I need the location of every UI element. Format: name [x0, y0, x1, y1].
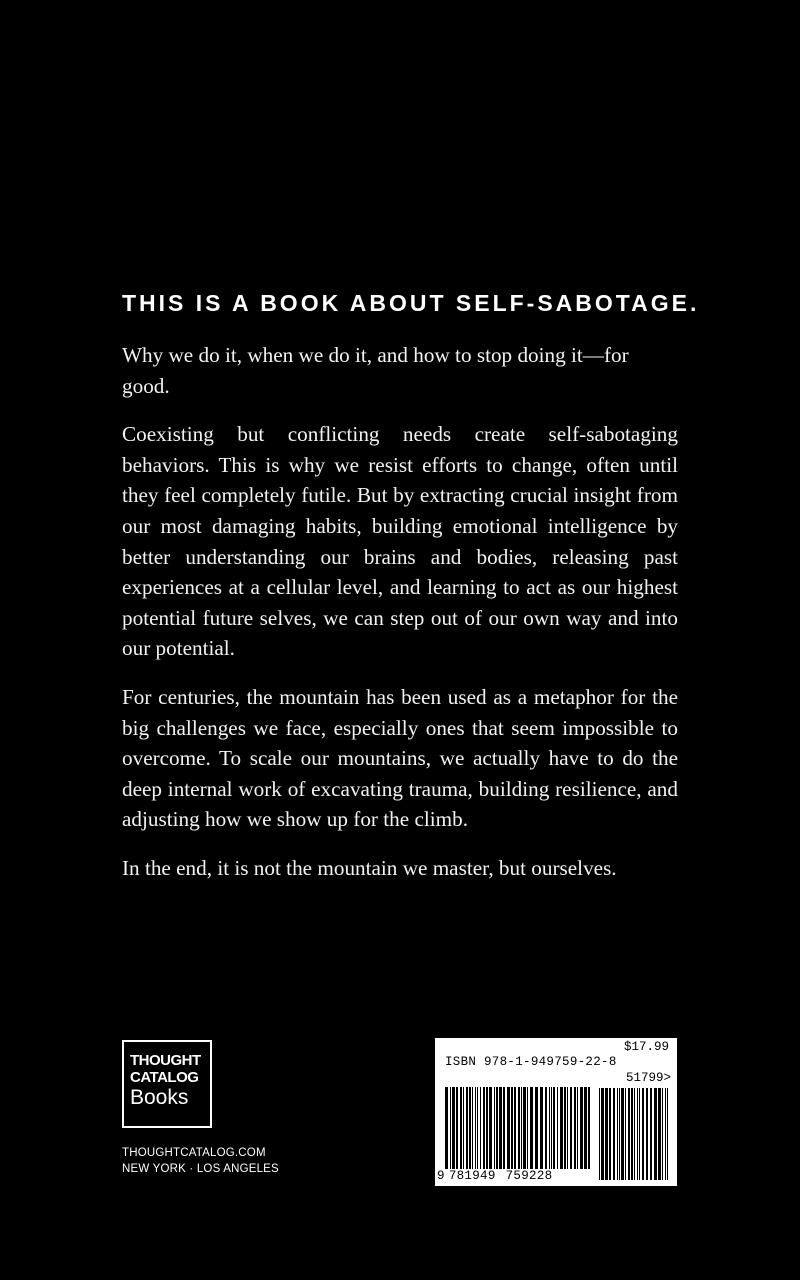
publisher-cities: NEW YORK · LOS ANGELES: [122, 1163, 279, 1175]
barcode-bar: [667, 1088, 668, 1180]
publisher-logo: [122, 1040, 212, 1128]
barcode-bar: [553, 1087, 555, 1169]
barcode-bar: [472, 1087, 473, 1169]
barcode-bar: [567, 1087, 568, 1169]
barcode-bar: [574, 1087, 576, 1169]
logo-line-thought: THOUGHT: [130, 1052, 201, 1069]
barcode-bar: [613, 1088, 615, 1180]
barcode-bar: [631, 1088, 633, 1180]
barcode-bar: [577, 1087, 578, 1169]
barcode-bar: [499, 1087, 502, 1169]
barcode-bar: [456, 1087, 458, 1169]
barcode-bar: [494, 1087, 495, 1169]
barcode-bar: [489, 1087, 492, 1169]
barcode-bar: [518, 1087, 520, 1169]
barcode-bar: [521, 1087, 522, 1169]
blurb: [122, 340, 678, 902]
barcode-bar: [605, 1088, 608, 1180]
blurb-paragraph-1: Why we do it, when we do it, and how to stop doing it—for good.: [122, 343, 629, 398]
blurb-paragraph-4: In the end, it is not the mountain we master, but ourselves.: [122, 855, 617, 880]
barcode-bar: [452, 1087, 455, 1169]
barcode-bar: [662, 1088, 663, 1180]
ean-digits: [437, 1169, 552, 1183]
barcode-bar: [619, 1088, 620, 1180]
barcode-bar: [486, 1087, 488, 1169]
isbn-label: ISBN 978-1-949759-22-8: [445, 1055, 617, 1069]
barcode-bar: [480, 1087, 481, 1169]
barcode-bar: [475, 1087, 476, 1169]
barcode-bar: [477, 1087, 478, 1169]
ean-group-left: 781949: [448, 1169, 496, 1183]
barcode-bar: [527, 1087, 528, 1169]
barcode-bar: [514, 1087, 516, 1169]
barcode-bar: [665, 1088, 666, 1180]
barcode-bar: [601, 1088, 604, 1180]
barcode-bar: [503, 1087, 505, 1169]
barcode-bar: [460, 1087, 462, 1169]
barcode-bar: [642, 1088, 644, 1180]
barcode-bar: [545, 1087, 547, 1169]
barcode-bar: [469, 1087, 471, 1169]
ean-group-right: 759228: [505, 1169, 553, 1183]
barcode-bar: [564, 1087, 566, 1169]
barcode-bar: [654, 1088, 657, 1180]
barcode-bar: [523, 1087, 526, 1169]
barcode-bar: [450, 1087, 451, 1169]
barcode-bar: [445, 1087, 448, 1169]
barcode-bar: [511, 1087, 513, 1169]
barcode-bar: [507, 1087, 510, 1169]
barcode-bar: [483, 1087, 485, 1169]
barcode-bar: [625, 1088, 626, 1180]
barcode-bar: [628, 1088, 630, 1180]
barcode-bar: [496, 1087, 498, 1169]
blurb-paragraph-3: For centuries, the mountain has been used as a metaphor for the big challenges we face, especially ones that seem impossible to overcome. To scale our mountains, we actually have to do the deep internal work of excavating trauma, building resilience, and adjusting how we show up for the climb.: [122, 684, 678, 832]
barcode-bar: [540, 1087, 543, 1169]
barcode-bar: [530, 1087, 533, 1169]
barcode-bar: [557, 1087, 558, 1169]
barcode-bar: [584, 1087, 587, 1169]
barcode-bar: [463, 1087, 464, 1169]
barcode-bar: [646, 1088, 648, 1180]
barcode-bars-addon: [599, 1088, 671, 1180]
barcode-bar: [560, 1087, 563, 1169]
publisher-info: [122, 1145, 279, 1177]
ean-first-digit: 9: [437, 1169, 445, 1183]
barcode-bar: [658, 1088, 661, 1180]
price-label: $17.99: [623, 1040, 669, 1054]
barcode-bar: [634, 1088, 635, 1180]
barcode-bar: [570, 1087, 572, 1169]
barcode-addon-label: 51799>: [625, 1071, 671, 1085]
barcode-bar: [551, 1087, 552, 1169]
barcode-bar: [639, 1088, 640, 1180]
barcode-bar: [549, 1087, 550, 1169]
barcode-bar: [609, 1088, 611, 1180]
barcode-bar: [621, 1088, 624, 1180]
logo-line-catalog: CATALOG: [130, 1069, 199, 1086]
isbn-barcode: [435, 1038, 677, 1186]
barcode-bar: [599, 1088, 600, 1180]
barcode-bar: [650, 1088, 652, 1180]
barcode-bars-main: [445, 1087, 593, 1169]
barcode-bar: [617, 1088, 618, 1180]
barcode-bar: [466, 1087, 468, 1169]
barcode-bar: [588, 1087, 590, 1169]
barcode-bar: [580, 1087, 583, 1169]
back-cover-heading: THIS IS A BOOK ABOUT SELF-SABOTAGE.: [122, 290, 700, 316]
publisher-website: THOUGHTCATALOG.COM: [122, 1147, 266, 1159]
logo-line-books: Books: [130, 1086, 189, 1109]
barcode-bar: [535, 1087, 538, 1169]
barcode-bar: [637, 1088, 638, 1180]
blurb-paragraph-2: Coexisting but conflicting needs create self-sabotaging behaviors. This is why we resist efforts to change, often until they feel completely futile. But by extracting crucial insight from our most damaging habits, building emotional intelligence by better understanding our brains and bodies, releasing past experiences at a cellular level, and learning to act as our highest potential future selves, we can step out of our own way and into our potential.: [122, 422, 678, 661]
